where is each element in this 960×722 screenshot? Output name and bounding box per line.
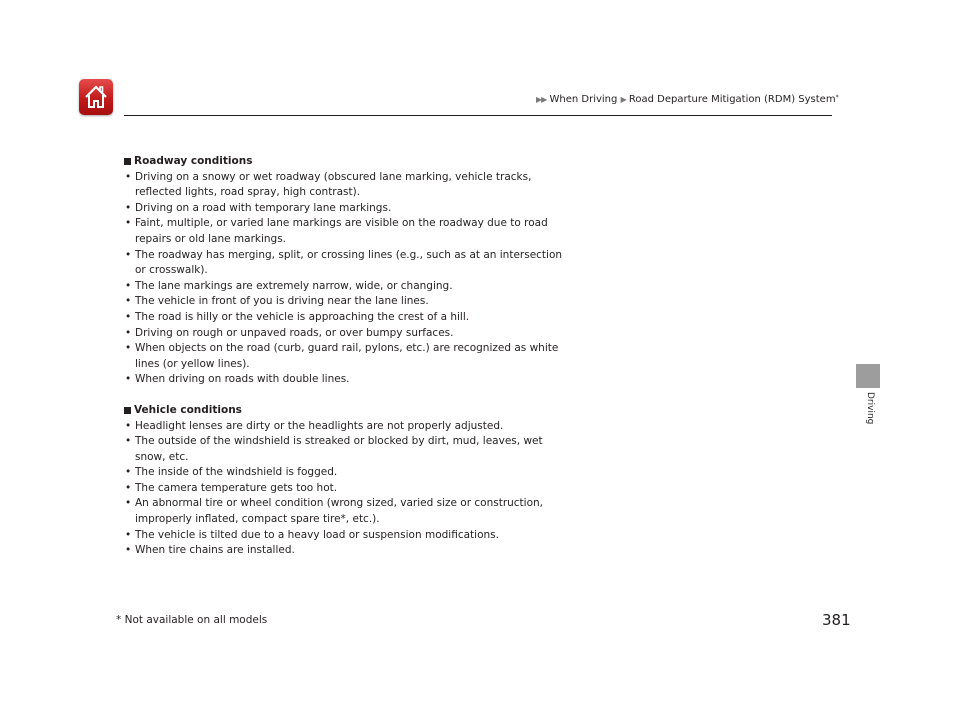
breadcrumb-arrow-icon: ▶▶ (536, 95, 547, 104)
list-item: • The road is hilly or the vehicle is approaching the crest of a hill. (124, 310, 564, 326)
home-button[interactable] (79, 79, 113, 115)
section-title-text: Roadway conditions (134, 155, 253, 167)
list-item: • The vehicle is tilted due to a heavy load or suspension modifications. (124, 528, 564, 544)
list-item: • The vehicle in front of you is driving near the lane lines. (124, 294, 564, 310)
header-divider (124, 115, 832, 116)
list-item: • Driving on a road with temporary lane markings. (124, 201, 564, 217)
list-item: • Headlight lenses are dirty or the headlights are not properly adjusted. (124, 419, 564, 435)
list-item: • The lane markings are extremely narrow, wide, or changing. (124, 279, 564, 295)
list-item: • Driving on rough or unpaved roads, or over bumpy surfaces. (124, 326, 564, 342)
list-item: • When tire chains are installed. (124, 543, 564, 559)
list-item: • Driving on a snowy or wet roadway (obscured lane marking, vehicle tracks, reflected lights, road spray, high contrast). (124, 170, 564, 201)
home-icon (83, 83, 109, 111)
list-item: • The outside of the windshield is streaked or blocked by dirt, mud, leaves, wet snow, etc. (124, 434, 564, 465)
section-title-roadway-conditions (124, 154, 564, 170)
breadcrumb-topic: Road Departure Mitigation (RDM) System (628, 94, 836, 105)
section-spacer (124, 388, 564, 403)
breadcrumb-topic-footnote-mark: * (835, 94, 839, 101)
section-square-icon (124, 407, 131, 414)
list-item: • The inside of the windshield is fogged. (124, 465, 564, 481)
list-item: • Faint, multiple, or varied lane markings are visible on the roadway due to road repairs or old lane markings. (124, 216, 564, 247)
breadcrumb-section[interactable]: When Driving (549, 94, 618, 105)
section-title-vehicle-conditions (124, 403, 564, 419)
page-number: 381 (822, 611, 851, 629)
section-title-text: Vehicle conditions (134, 403, 242, 416)
chapter-tab-label: Driving (865, 392, 875, 425)
main-content (124, 154, 564, 559)
list-item: • The roadway has merging, split, or crossing lines (e.g., such as at an intersection or crosswalk). (124, 248, 564, 279)
breadcrumb (536, 94, 839, 106)
chapter-tab[interactable] (856, 364, 880, 388)
list-item: • When objects on the road (curb, guard rail, pylons, etc.) are recognized as white lines (or yellow lines). (124, 341, 564, 372)
list-item: • An abnormal tire or wheel condition (wrong sized, varied size or construction, improperly inflated, compact spare tire*, etc.). (124, 496, 564, 527)
list-item: • When driving on roads with double lines. (124, 372, 564, 388)
vehicle-conditions-list (124, 419, 564, 559)
footnote: * Not available on all models (116, 614, 268, 626)
roadway-conditions-list (124, 170, 564, 388)
section-square-icon (124, 158, 131, 165)
list-item: • The camera temperature gets too hot. (124, 481, 564, 497)
breadcrumb-arrow-icon: ▶ (620, 95, 626, 104)
